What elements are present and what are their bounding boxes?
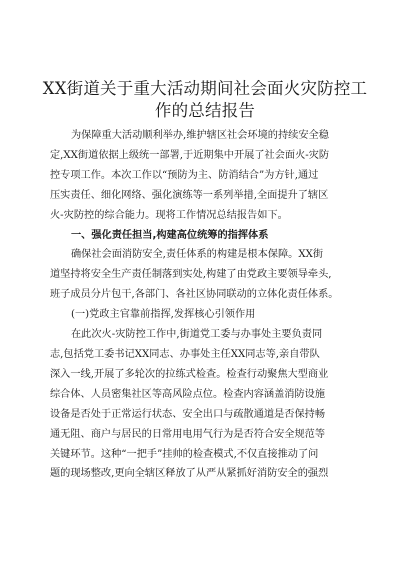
paragraph-line: 志,包括党工委书记XX同志、办事处主任XX同志等,亲自带队 — [50, 348, 320, 360]
paragraph-line: 道坚持将安全生产责任制落到实处,构建了由党政主要领导牵头, — [50, 269, 332, 281]
paragraph-line: 关键环节。这种“一把手”挂帅的检查模式,不仅直接推动了问 — [50, 448, 319, 460]
paragraph-line: 通无阻、商户与居民的日常用电用气行为是否符合安全规范等 — [50, 428, 326, 440]
intro-line: 定,XX街道依据上级统一部署,于近期集中开展了社会面火-灾防 — [50, 149, 330, 161]
paragraph-line: 班子成员分片包干,各部门、各社区协同联动的立体化责任体系。 — [50, 289, 339, 301]
intro-line: 为保障重大活动顺利举办,维护辖区社会环境的持续安全稳 — [71, 130, 329, 141]
intro-line: 控专项工作。本次工作以“预防为主、防消结合”为方针,通过 — [50, 169, 319, 181]
paragraph-line: 确保社会面消防安全,责任体系的构建是根本保障。XX街 — [71, 249, 324, 261]
subsection-heading: (一)党政主官靠前指挥,发挥核心引领作用 — [71, 309, 256, 321]
intro-line: 压实责任、细化网络、强化演练等一系列举措,全面提升了辖区 — [50, 189, 329, 201]
section-heading: 一、强化责任担当,构建高位统筹的指挥体系 — [71, 229, 269, 241]
document-body — [50, 126, 370, 484]
document-title — [40, 78, 370, 122]
paragraph-line: 设备是否处于正常运行状态、安全出口与疏散通道是否保持畅 — [50, 408, 326, 420]
title-line: XX街道关于重大活动期间社会面火灾防控工 — [42, 79, 368, 98]
paragraph-line: 题的现场整改,更向全辖区释放了从严从紧抓好消防安全的强烈 — [50, 468, 329, 480]
title-line: 作的总结报告 — [154, 101, 256, 120]
intro-line: 火-灾防控的综合能力。现将工作情况总结报告如下。 — [50, 209, 288, 221]
paragraph-line: 综合体、人员密集社区等高风险点位。检查内容涵盖消防设施 — [50, 388, 326, 400]
paragraph-line: 在此次火-灾防控工作中,街道党工委与办事处主要负责同 — [71, 329, 323, 341]
paragraph-line: 深入一线,开展了多轮次的拉练式检查。检查行动聚焦大型商业 — [50, 368, 329, 380]
